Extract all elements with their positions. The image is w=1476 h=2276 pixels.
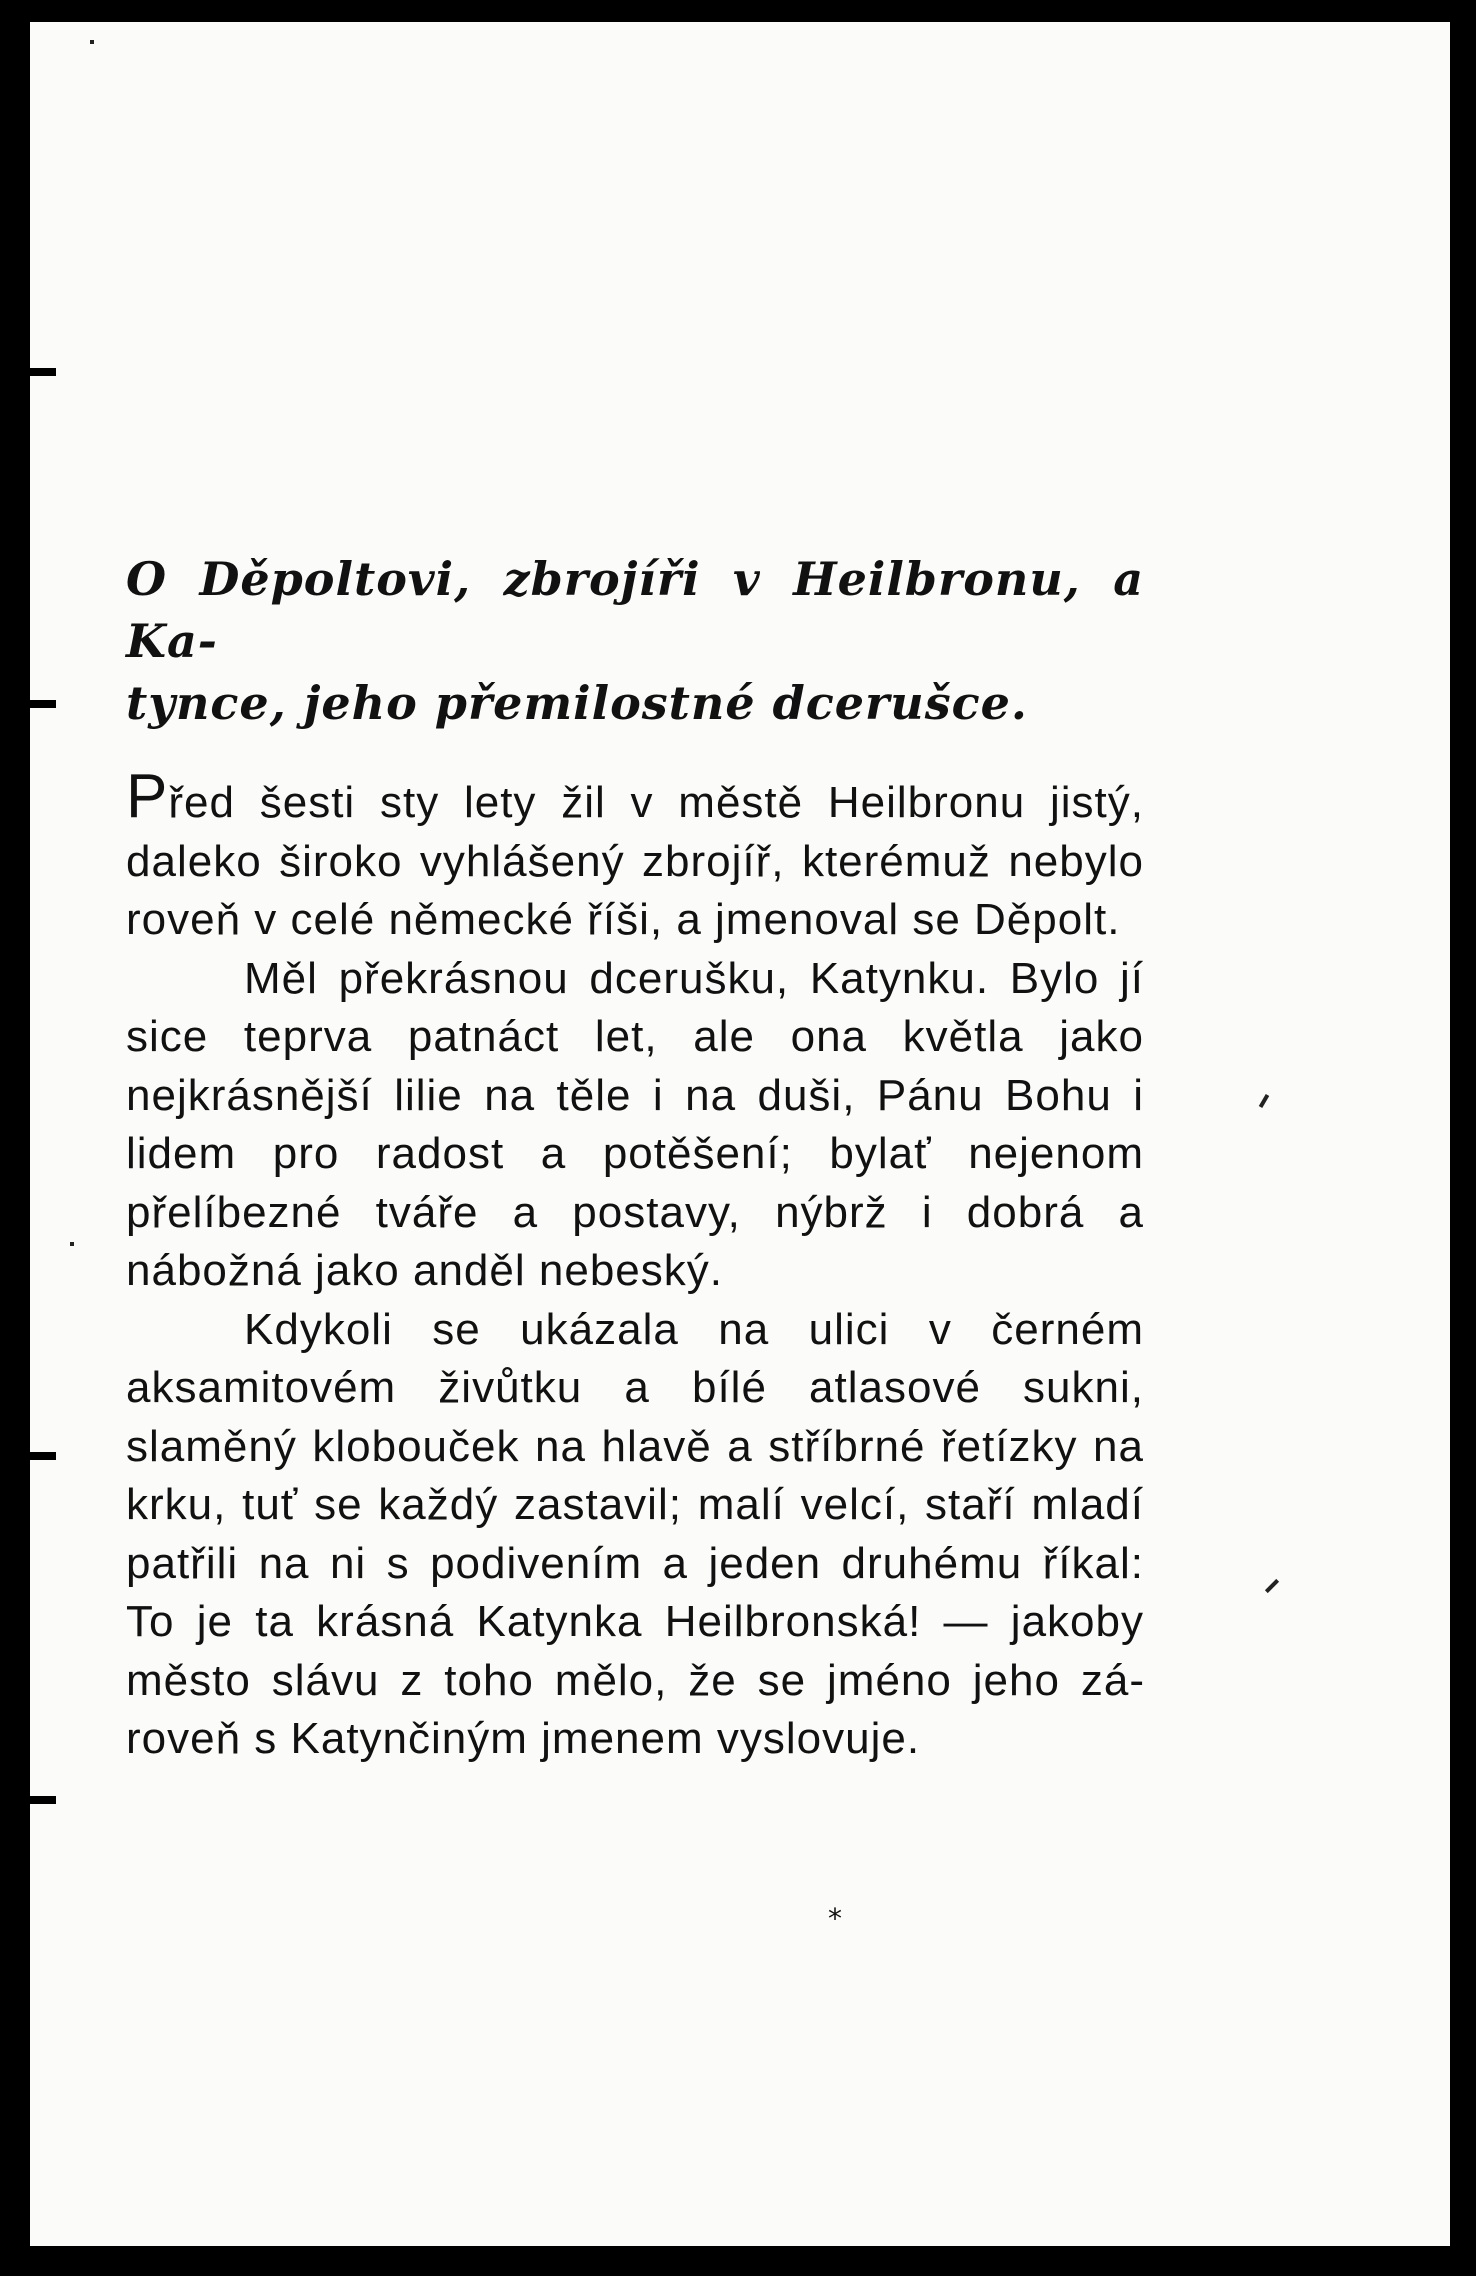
signature-mark: * xyxy=(828,1902,842,1935)
paragraph-1-text: řed šesti sty lety žil v městě Heilbronu jistý, daleko široko vyhlášený zbrojíř, kterémuž nebylo roveň v celé německé říši, a jmenoval se Děpolt. xyxy=(126,778,1144,944)
paragraph-3: Kdykoli se ukázala na ulici v černém aksamitovém živůtku a bílé atlasové sukni, slaměný klobouček na hlavě a stříbrné řetízky na krku, tuť se každý zastavil; malí velcí, staří mladí patřili na ni s podivením a jeden druhému říkal: To je ta krásná Katynka Heilbronská! — jakoby město slávu z toho mělo, že se jméno jeho zároveň s Katynčiným jmenem vyslovuje. xyxy=(126,1304,1144,1763)
paper-speck xyxy=(70,1242,74,1246)
chapter-heading xyxy=(126,548,1144,734)
chapter-heading-line-1: O Děpoltovi, zbrojíři v Heilbronu, a Ka- xyxy=(126,552,1144,668)
paper-speck xyxy=(1259,1094,1269,1108)
spine-tick xyxy=(14,700,56,708)
spine-tick xyxy=(14,1452,56,1460)
spine-tick xyxy=(14,1796,56,1804)
chapter-heading-line-2: tynce, jeho přemilostné dcerušce. xyxy=(126,676,1028,730)
page-text xyxy=(126,548,1144,1769)
drop-cap: P xyxy=(126,762,169,831)
paper-speck xyxy=(90,40,94,44)
spine-tick xyxy=(14,368,56,376)
paper-speck xyxy=(1265,1579,1279,1593)
page-right-edge xyxy=(1450,0,1476,2276)
page-bottom-edge xyxy=(0,2246,1476,2276)
book-spine-edge xyxy=(0,0,30,2276)
paragraph-1 xyxy=(126,762,1144,950)
paragraph-2: Měl překrásnou dcerušku, Katynku. Bylo jí sice teprva patnáct let, ale ona květla jako nejkrásnější lilie na těle i na duši, Pánu Bohu i lidem pro radost a potěšení; bylať nejenom přelíbezné tváře a postavy, nýbrž i dobrá a nábožná jako anděl nebeský. xyxy=(126,953,1144,1295)
page-top-edge xyxy=(0,0,1476,22)
